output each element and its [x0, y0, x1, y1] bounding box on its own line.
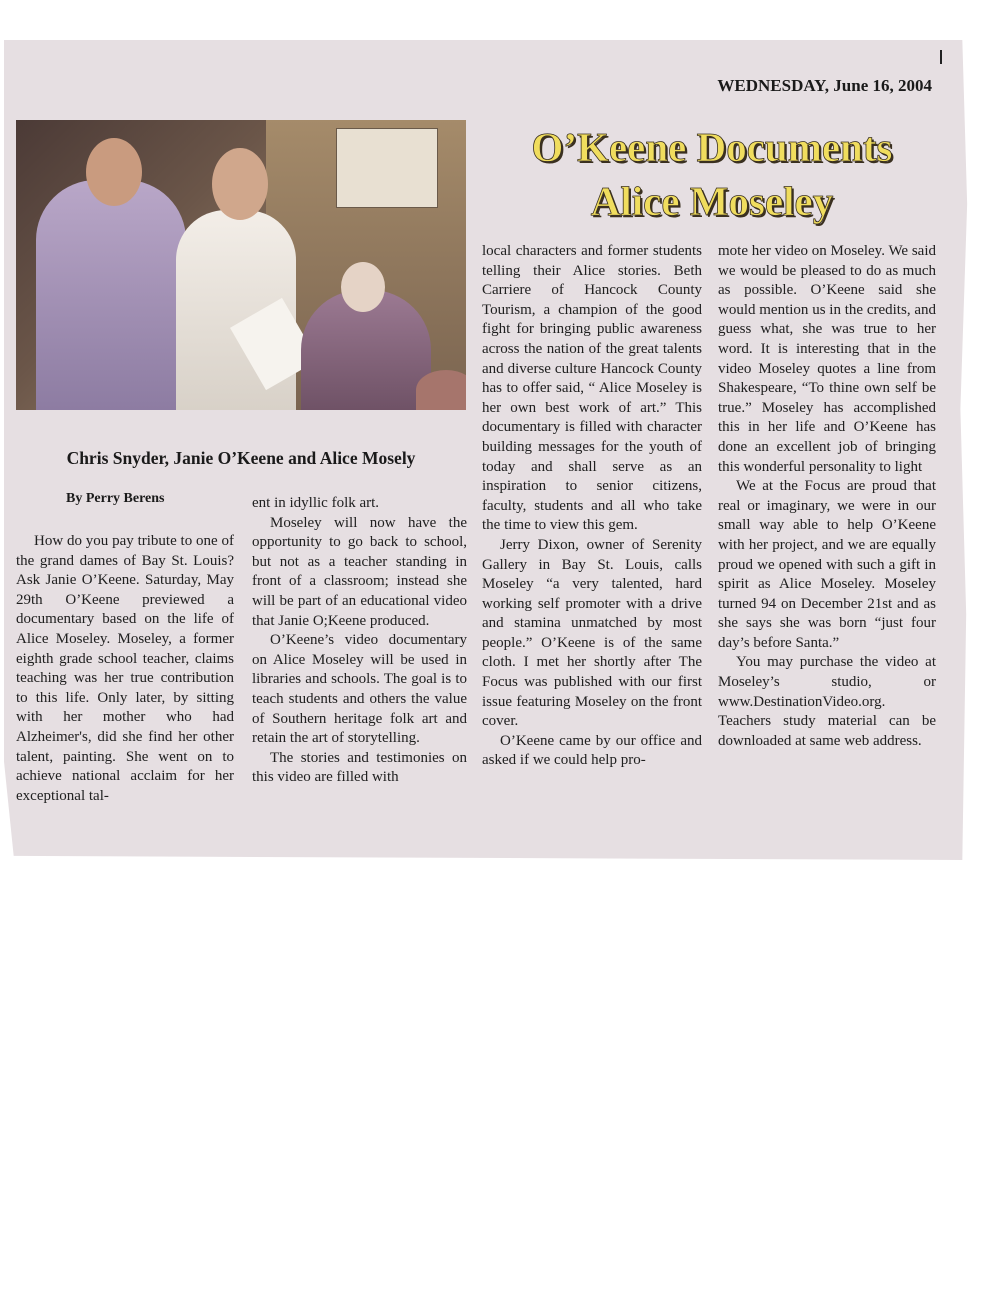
article-column-1 — [16, 532, 234, 806]
paragraph: You may purchase the video at Moseley’s studio, or www.DestinationVideo.org. Teachers study material can be downloaded at same web address. — [718, 654, 936, 749]
photo-caption: Chris Snyder, Janie O’Keene and Alice Mosely — [66, 448, 416, 468]
byline: By Perry Berens — [66, 491, 165, 506]
paragraph: The stories and testimonies on this video are filled with — [252, 749, 467, 786]
article-column-2 — [252, 494, 467, 788]
article-column-4 — [718, 242, 936, 751]
paragraph: How do you pay tribute to one of the grand dames of Bay St. Louis? Ask Janie O’Keene. Saturday, May 29th O’Keene previewed a documentary based on the life of Alice Moseley. Moseley, a former eighth grade school teacher, claims teaching was her true contribution to this life. Only later, by sitting with her mother who had Alzheimer's, did she find her other talent, painting. She went on to achieve national acclaim for her exceptional tal- — [16, 533, 234, 804]
headline-line-2: Alice Moseley — [590, 178, 834, 224]
paragraph: Moseley will now have the opportunity to go back to school, but not as a teacher standing in front of a classroom; instead she will be part of an educational video that Janie O;Keene produced. — [252, 514, 467, 629]
crop-mark — [940, 50, 942, 64]
article-column-3 — [482, 242, 702, 771]
headline-line-1: O’Keene Documents — [531, 124, 893, 170]
article-photo — [16, 120, 466, 410]
paragraph: ent in idyllic folk art. — [252, 495, 380, 511]
paragraph: Jerry Dixon, owner of Serenity Gallery in Bay St. Louis, calls Moseley “a very talented, hard working self promoter with a drive and stamina unmatched by most people.” O’Keene is of the same cloth. I met her shortly after The Focus was published with our first issue featuring Moseley on the front cover. — [482, 536, 702, 730]
paragraph: local characters and former students telling their Alice stories. Beth Carriere of Hancock County Tourism, a champion of the good fight for bringing public awareness across the nation of the great talents and diverse culture Hancock County has to offer said, “ Alice Moseley is her own best work of art.” This documentary is filled with character building messages for the youth of today and shall serve as an inspiration to senior citizens, faculty, students and all who take the time to view this gem. — [482, 243, 702, 534]
paragraph: We at the Focus are proud that real or imaginary, we were in our small way able to help O’Keene with her project, and we are equally proud we opened with such a gift in spirit as Alice Moseley. Moseley turned 94 on December 21st and as she says she was born “just four day’s before Santa.” — [718, 478, 936, 651]
paragraph: O’Keene came by our office and asked if we could help pro- — [482, 732, 702, 769]
paragraph: mote her video on Moseley. We said we would be pleased to do as much as possible. O’Keene said she would mention us in the credits, and guess what, she was true to her word. It is interesting that in the video Moseley quotes a line from Shakespeare, “To thine own self be true.” Moseley has accomplished this in her life and O’Keene has done an excellent job of bringing this wonderful personality to light — [718, 243, 936, 475]
paragraph: O’Keene’s video documentary on Alice Moseley will be used in libraries and schools. The goal is to teach students and others the value of Southern heritage folk art and retain the art of storytelling. — [252, 632, 467, 747]
headline — [482, 120, 942, 228]
publication-date: WEDNESDAY, June 16, 2004 — [717, 76, 932, 95]
